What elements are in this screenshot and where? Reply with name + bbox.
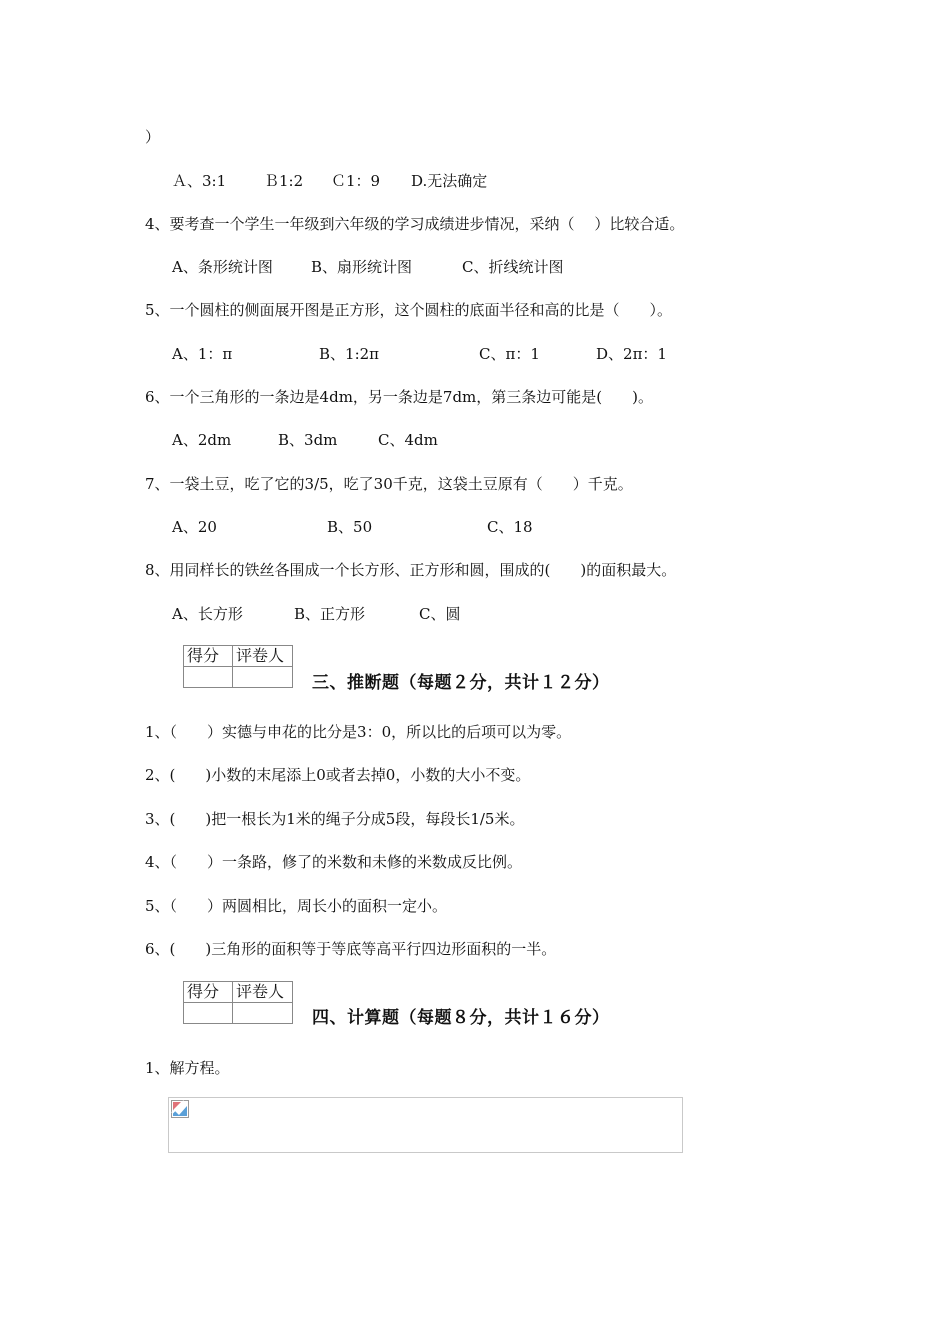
q5-option-a: A、1：π (172, 345, 233, 363)
section4-title: 四、计算题（每题８分，共计１６分） (312, 1008, 610, 1028)
judge-question-1: 1、（ ）实德与申花的比分是3：0，所以比的后项可以为零。 (145, 723, 572, 741)
score-table-section3 (183, 645, 293, 688)
q6-option-b: B、3dm (278, 431, 338, 449)
score-cell (184, 667, 233, 688)
option-d: D.无法确定 (411, 172, 488, 190)
q5-option-b: B、1:2π (319, 345, 380, 363)
option-c: Ｃ1：9 (331, 172, 381, 190)
question-6: 6、一个三角形的一条边是4dm，另一条边是7dm，第三条边可能是( )。 (145, 388, 653, 406)
q6-option-c: C、4dm (378, 431, 438, 449)
broken-image-icon (171, 1100, 189, 1118)
section3-title: 三、推断题（每题２分，共计１２分） (312, 673, 610, 693)
question-4: 4、要考查一个学生一年级到六年级的学习成绩进步情况，采纳（ ）比较合适。 (145, 215, 685, 233)
q8-option-b: B、正方形 (294, 605, 366, 623)
judge-question-6: 6、( )三角形的面积等于等底等高平行四边形面积的一半。 (145, 940, 557, 958)
question-8: 8、用同样长的铁丝各围成一个长方形、正方形和圆，围成的( )的面积最大。 (145, 561, 677, 579)
q4-option-b: B、扇形统计图 (311, 258, 413, 276)
option-b: Ｂ1:2 (264, 172, 304, 190)
judge-question-2: 2、( )小数的末尾添上0或者去掉0，小数的大小不变。 (145, 766, 531, 784)
q5-option-d: D、2π：1 (596, 345, 667, 363)
q7-option-a: A、20 (172, 518, 217, 536)
close-paren: ） (145, 128, 161, 146)
question-7: 7、一袋土豆，吃了它的3/5，吃了30千克，这袋土豆原有（ ）千克。 (145, 475, 633, 493)
grader-cell (233, 667, 293, 688)
q8-option-c: C、圆 (419, 605, 461, 623)
q8-option-a: A、长方形 (172, 605, 243, 623)
q4-option-a: A、条形统计图 (172, 258, 273, 276)
q7-option-c: C、18 (487, 518, 533, 536)
equation-image-placeholder (168, 1097, 683, 1153)
calc-question-1: 1、解方程。 (145, 1059, 230, 1077)
question-5: 5、一个圆柱的侧面展开图是正方形，这个圆柱的底面半径和高的比是（ ）。 (145, 301, 673, 319)
option-a: Ａ、3:1 (172, 172, 227, 190)
judge-question-4: 4、（ ）一条路，修了的米数和未修的米数成反比例。 (145, 853, 523, 871)
score-table-section4 (183, 981, 293, 1024)
q7-option-b: B、50 (327, 518, 373, 536)
score-label: 得分 (184, 982, 233, 1003)
grader-label: 评卷人 (233, 646, 293, 667)
score-label: 得分 (184, 646, 233, 667)
score-cell (184, 1003, 233, 1024)
judge-question-3: 3、( )把一根长为1米的绳子分成5段，每段长1/5米。 (145, 810, 525, 828)
grader-label: 评卷人 (233, 982, 293, 1003)
q4-option-c: C、折线统计图 (462, 258, 564, 276)
q6-option-a: A、2dm (172, 431, 232, 449)
q5-option-c: C、π：1 (479, 345, 540, 363)
grader-cell (233, 1003, 293, 1024)
judge-question-5: 5、（ ）两圆相比，周长小的面积一定小。 (145, 897, 448, 915)
